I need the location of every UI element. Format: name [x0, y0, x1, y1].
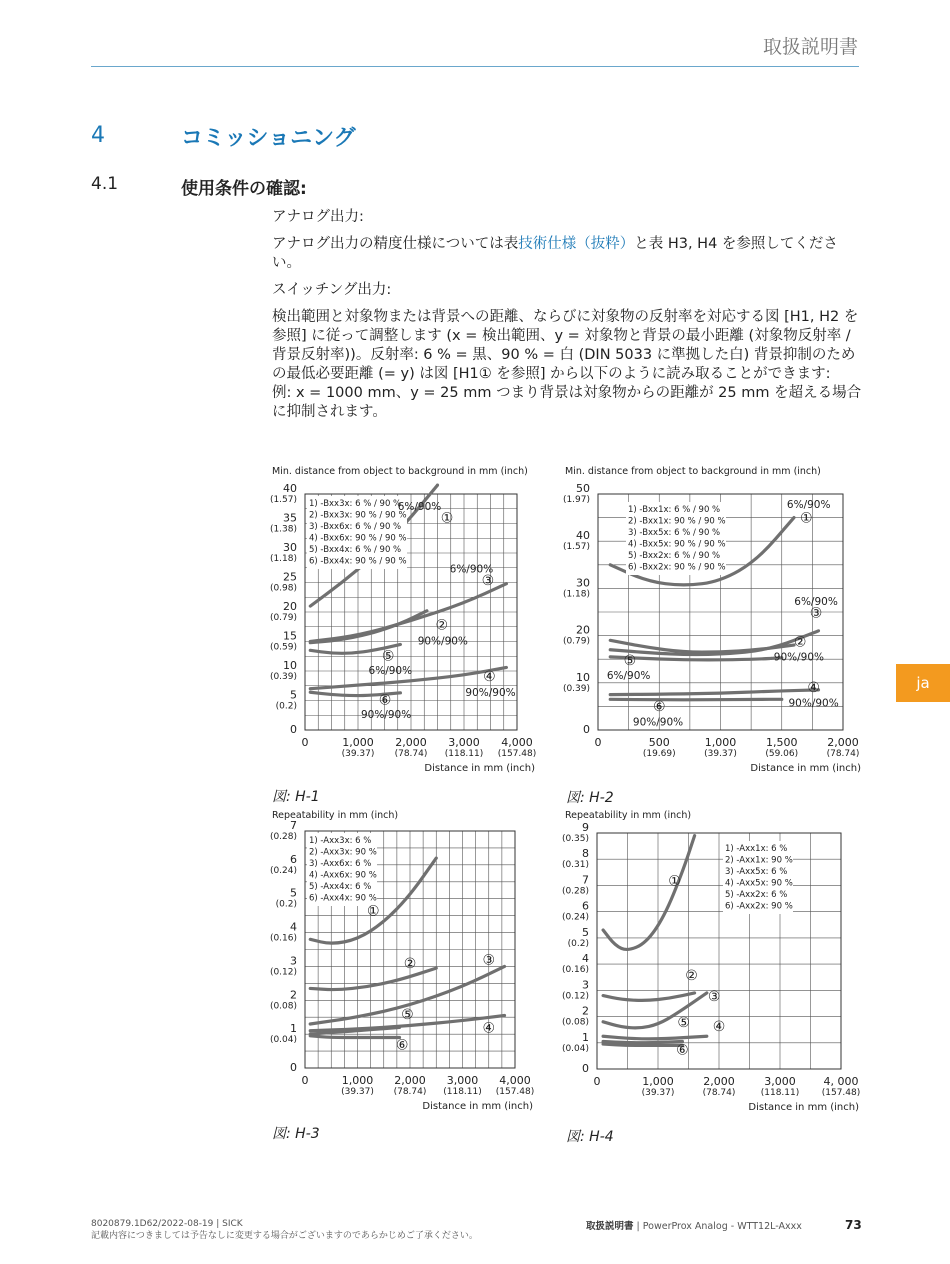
reflectance-label: 6%/90% — [794, 595, 838, 608]
footer-product-bold: 取扱説明書 — [586, 1221, 634, 1232]
y-axis-title: Repeatability in mm (inch) — [565, 810, 692, 821]
y-tick-sublabel: (0.35) — [561, 834, 589, 844]
subsection-title: 使用条件の確認: — [181, 179, 307, 199]
y-tick-label: 50 — [576, 482, 590, 495]
y-tick-sublabel: (1.18) — [562, 589, 590, 600]
reflectance-label: 90%/90% — [773, 651, 825, 664]
x-tick-label: 4,000 — [499, 1074, 531, 1087]
y-tick-sublabel: (0.2) — [275, 899, 297, 910]
curve-number-label: ⑥ — [378, 692, 392, 709]
x-tick-label: 1,000 — [342, 736, 374, 749]
curve-number-label: ④ — [712, 1018, 726, 1035]
y-tick-sublabel: (0.39) — [562, 683, 590, 694]
x-axis-title: Distance in mm (inch) — [748, 1102, 859, 1113]
series-line-2 — [603, 993, 695, 1000]
x-tick-label: 0 — [301, 736, 309, 749]
chart-h3 — [270, 806, 570, 1116]
y-axis-title: Min. distance from object to background in mm (inch) — [565, 466, 821, 477]
curve-number-label: ⑤ — [401, 1006, 414, 1023]
legend — [307, 496, 407, 569]
x-tick-sublabel: (118.11) — [443, 1087, 482, 1097]
y-tick-sublabel: (0.59) — [269, 642, 297, 653]
x-tick-sublabel: (157.48) — [821, 1088, 861, 1098]
legend-entry: 4) -Bxx6x: 90 % / 90 % — [309, 533, 407, 544]
x-tick-label: 0 — [301, 1074, 309, 1087]
y-tick-label: 20 — [576, 623, 590, 637]
y-tick-sublabel: (0.08) — [561, 1017, 589, 1028]
legend-entry: 2) -Bxx1x: 90 % / 90 % — [628, 516, 726, 527]
chart-h4 — [563, 806, 863, 1116]
paragraph-analog-heading: アナログ出力: — [272, 209, 364, 225]
y-tick-label: 20 — [283, 600, 297, 613]
legend-entry: 3) -Axx5x: 6 % — [725, 867, 788, 877]
y-tick-sublabel: (0.24) — [269, 865, 297, 876]
paragraph-analog-post: と表 H3, H4 を参照してください。 — [272, 236, 838, 271]
footer-product-rest: | PowerProx Analog - WTT12L-Axxx — [633, 1221, 802, 1232]
y-tick-sublabel: (0.24) — [561, 912, 589, 923]
curve-number-label: ⑤ — [623, 652, 637, 669]
curve-number-label: ⑤ — [677, 1015, 690, 1032]
section-title: コミッショニング — [181, 126, 356, 151]
x-tick-sublabel: (39.37) — [641, 1088, 675, 1098]
x-tick-sublabel: (39.37) — [704, 749, 737, 759]
y-tick-label: 30 — [576, 576, 590, 590]
legend-entry: 2) -Axx1x: 90 % — [725, 855, 793, 866]
series-line-6 — [603, 1044, 682, 1045]
legend-entry: 3) -Bxx5x: 6 % / 90 % — [628, 528, 721, 538]
reflectance-label: 6%/90% — [368, 664, 413, 677]
paragraph-analog — [272, 235, 862, 273]
curve-number-label: ④ — [483, 669, 496, 686]
legend-entry: 6) -Axx4x: 90 % — [309, 893, 377, 904]
legend-entry: 4) -Axx5x: 90 % — [725, 878, 793, 889]
y-tick-label: 2 — [582, 1004, 589, 1018]
x-tick-label: 4, 000 — [823, 1075, 859, 1088]
y-tick-label: 7 — [582, 873, 589, 887]
chart-svg-H-1 — [270, 462, 570, 772]
curve-number-label: ⑥ — [395, 1037, 409, 1054]
curve-number-label: ③ — [809, 605, 823, 622]
caption-h4: 図: H-4 — [566, 1129, 614, 1145]
caption-h2: 図: H-2 — [566, 790, 614, 806]
curve-number-label: ① — [440, 510, 454, 527]
curve-number-label: ③ — [482, 952, 496, 969]
y-tick-label: 2 — [290, 988, 297, 1002]
y-tick-label: 1 — [582, 1030, 589, 1044]
y-tick-label: 5 — [290, 886, 297, 900]
x-tick-sublabel: (78.74) — [393, 1087, 427, 1097]
x-tick-label: 2,000 — [394, 1074, 426, 1087]
x-tick-label: 2,000 — [395, 736, 427, 749]
curve-number-label: ④ — [807, 680, 820, 697]
x-tick-label: 500 — [648, 736, 670, 749]
y-tick-label: 5 — [582, 925, 589, 939]
paragraph-switching: 検出範囲と対象物または背景への距離、ならびに対象物の反射率を対応する図 [H1, H2 を参照] に従って調整します (x = 検出範囲、y = 対象物と背景の最小距離 (対象物反射率 / 背景反射率))。反射率: 6 % = 黒、90 % = 白 (DIN 5033 に準拠した白) 背景抑制のための最低必要距離 (= y) は図 [H1① を参照] から以下のように読み取ることができます: — [272, 309, 859, 382]
reflectance-label: 6%/90% — [606, 670, 651, 683]
x-tick-label: 3,000 — [764, 1075, 796, 1088]
y-axis-title: Min. distance from object to background in mm (inch) — [272, 466, 528, 477]
legend-entry: 6) -Axx2x: 90 % — [725, 901, 793, 912]
y-tick-sublabel: (0.79) — [269, 613, 297, 623]
y-tick-label: 15 — [283, 629, 297, 643]
legend-entry: 1) -Axx1x: 6 % — [725, 844, 788, 854]
curve-number-label: ③ — [707, 988, 721, 1005]
legend-entry: 1) -Bxx1x: 6 % / 90 % — [628, 505, 721, 515]
curve-number-label: ③ — [481, 572, 495, 589]
y-tick-label: 3 — [290, 954, 297, 968]
y-tick-label: 1 — [290, 1022, 297, 1036]
series-line-1 — [603, 836, 695, 950]
y-tick-label: 3 — [582, 978, 589, 992]
y-tick-sublabel: (0.12) — [561, 991, 589, 1002]
legend-entry: 3) -Axx6x: 6 % — [309, 859, 372, 869]
y-tick-sublabel: (0.04) — [269, 1035, 297, 1046]
x-axis-title: Distance in mm (inch) — [750, 763, 861, 774]
x-tick-label: 2,000 — [703, 1075, 735, 1088]
caption-h3: 図: H-3 — [272, 1126, 320, 1142]
x-tick-label: 1,000 — [704, 736, 737, 749]
header-divider — [91, 66, 859, 67]
footer-left — [91, 1218, 478, 1242]
y-tick-sublabel: (1.57) — [562, 542, 590, 553]
caption-h1: 図: H-1 — [272, 789, 320, 805]
curve-number-label: ② — [685, 967, 698, 984]
reflectance-label: 90%/90% — [465, 686, 516, 699]
y-tick-sublabel: (0.2) — [567, 938, 589, 949]
curve-number-label: ① — [799, 510, 813, 527]
x-tick-sublabel: (78.74) — [826, 749, 860, 759]
legend-entry: 1) -Axx3x: 6 % — [309, 836, 372, 846]
x-tick-label: 3,000 — [446, 1074, 479, 1087]
footer-notice: 記載内容につきましては予告なしに変更する場合がございますのであらかじめご了承ください。 — [91, 1231, 478, 1241]
x-tick-sublabel: (59.06) — [765, 749, 799, 759]
x-tick-label: 4,000 — [501, 736, 533, 749]
x-tick-label: 1,000 — [642, 1075, 674, 1088]
footer-product — [586, 1218, 802, 1232]
legend-entry: 4) -Bxx5x: 90 % / 90 % — [628, 539, 726, 550]
legend-entry: 1) -Bxx3x: 6 % / 90 % — [309, 499, 402, 509]
series-line-4 — [603, 1036, 707, 1039]
y-tick-label: 10 — [576, 670, 590, 684]
x-tick-sublabel: (78.74) — [394, 749, 428, 759]
y-tick-label: 0 — [290, 1061, 297, 1074]
y-tick-sublabel: (0.08) — [269, 1001, 297, 1012]
legend-entry: 5) -Axx2x: 6 % — [725, 890, 788, 900]
legend-entry: 4) -Axx6x: 90 % — [309, 870, 377, 881]
y-tick-label: 0 — [290, 723, 297, 736]
series-line-5 — [603, 1041, 682, 1042]
y-tick-sublabel: (0.39) — [269, 672, 297, 682]
y-tick-sublabel: (1.57) — [269, 495, 297, 505]
y-tick-label: 25 — [283, 570, 297, 584]
legend-entry: 5) -Axx4x: 6 % — [309, 882, 372, 892]
y-tick-sublabel: (0.98) — [269, 583, 297, 594]
y-tick-sublabel: (0.2) — [275, 701, 297, 712]
y-tick-label: 40 — [576, 529, 590, 543]
chart-svg-H-3 — [270, 806, 570, 1116]
legend — [723, 841, 793, 914]
y-tick-sublabel: (0.79) — [562, 636, 590, 647]
legend-entry: 3) -Bxx6x: 6 % / 90 % — [309, 522, 402, 532]
y-tick-label: 10 — [283, 659, 297, 672]
x-axis-title: Distance in mm (inch) — [424, 763, 535, 774]
tech-spec-link[interactable]: 技術仕様（抜粋） — [518, 236, 635, 252]
x-axis-title: Distance in mm (inch) — [422, 1101, 533, 1112]
curve-number-label: ① — [668, 873, 681, 890]
curve-number-label: ② — [435, 617, 449, 634]
reflectance-label: 6%/90% — [786, 499, 831, 512]
footer-doc-id: 8020879.1D62/2022-08-19 | SICK — [91, 1219, 243, 1229]
y-tick-label: 4 — [582, 952, 589, 966]
y-tick-sublabel: (0.16) — [561, 965, 589, 976]
y-tick-label: 5 — [290, 688, 297, 702]
y-tick-label: 4 — [290, 920, 297, 934]
series-line-6 — [310, 1036, 399, 1038]
y-tick-label: 40 — [283, 482, 297, 495]
x-tick-sublabel: (157.48) — [495, 1087, 535, 1097]
x-tick-sublabel: (39.37) — [341, 1087, 374, 1097]
y-tick-label: 8 — [582, 847, 589, 861]
section-number: 4 — [91, 123, 105, 148]
curve-number-label: ⑥ — [676, 1042, 689, 1059]
x-tick-sublabel: (157.48) — [497, 749, 537, 759]
y-tick-label: 6 — [582, 899, 589, 913]
reflectance-label: 90%/90% — [788, 697, 839, 710]
x-tick-label: 1,000 — [341, 1074, 374, 1087]
legend-entry: 5) -Bxx4x: 6 % / 90 % — [309, 545, 402, 555]
y-tick-sublabel: (1.97) — [562, 495, 590, 505]
y-tick-sublabel: (1.38) — [269, 524, 297, 535]
x-tick-sublabel: (19.69) — [642, 749, 676, 759]
y-tick-label: 9 — [582, 821, 589, 834]
legend — [626, 502, 726, 575]
y-tick-sublabel: (0.12) — [269, 967, 297, 978]
reflectance-label: 6%/90% — [397, 500, 442, 513]
series-line-2 — [310, 968, 436, 989]
curve-number-label: ② — [403, 956, 417, 973]
curve-number-label: ⑥ — [652, 699, 666, 716]
reflectance-label: 6%/90% — [449, 563, 494, 576]
paragraph-example: 例: x = 1000 mm、y = 25 mm つまり背景は対象物からの距離が 25 mm を超える場合に抑制されます。 — [272, 385, 862, 420]
y-tick-label: 6 — [290, 852, 297, 866]
curve-number-label: ⑤ — [381, 648, 395, 665]
curve-number-label: ④ — [482, 1020, 496, 1037]
paragraph-analog-pre: アナログ出力の精度仕様については表 — [272, 236, 519, 252]
x-tick-label: 3,000 — [448, 736, 480, 749]
page-number: 73 — [845, 1218, 862, 1232]
legend-entry: 2) -Bxx3x: 90 % / 90 % — [309, 510, 407, 521]
y-tick-sublabel: (1.18) — [269, 554, 297, 564]
legend-entry: 6) -Bxx4x: 90 % / 90 % — [309, 556, 407, 567]
body-text — [272, 208, 862, 430]
language-tab[interactable]: ja — [896, 664, 950, 702]
x-tick-label: 0 — [594, 736, 602, 749]
y-tick-label: 0 — [582, 1062, 589, 1075]
legend-entry: 5) -Bxx2x: 6 % / 90 % — [628, 551, 721, 561]
reflectance-label: 90%/90% — [632, 716, 684, 729]
reflectance-label: 90%/90% — [417, 635, 468, 648]
y-axis-title: Repeatability in mm (inch) — [272, 810, 399, 821]
legend — [307, 833, 377, 906]
y-tick-sublabel: (0.31) — [561, 860, 589, 871]
y-tick-sublabel: (0.16) — [269, 933, 297, 944]
x-tick-sublabel: (78.74) — [702, 1088, 736, 1098]
header-title: 取扱説明書 — [762, 36, 858, 58]
x-tick-sublabel: (118.11) — [444, 749, 484, 759]
reflectance-label: 90%/90% — [360, 709, 412, 722]
x-tick-label: 0 — [593, 1075, 601, 1088]
curve-number-label: ② — [793, 634, 807, 651]
x-tick-label: 1,500 — [766, 736, 798, 749]
chart-h1 — [270, 462, 570, 772]
chart-h2 — [563, 462, 863, 777]
y-tick-label: 7 — [290, 819, 297, 832]
y-tick-sublabel: (0.28) — [269, 832, 297, 842]
y-tick-label: 0 — [583, 723, 590, 736]
x-tick-label: 2,000 — [827, 736, 859, 749]
curve-number-label: ① — [366, 903, 380, 920]
x-tick-sublabel: (118.11) — [760, 1088, 800, 1098]
y-tick-sublabel: (0.04) — [561, 1043, 589, 1054]
y-tick-label: 30 — [283, 541, 297, 554]
legend-entry: 2) -Axx3x: 90 % — [309, 847, 377, 858]
paragraph-switching-heading: スイッチング出力: — [272, 282, 392, 298]
x-tick-sublabel: (39.37) — [341, 749, 375, 759]
chart-svg-H-4 — [563, 806, 863, 1116]
legend-entry: 6) -Bxx2x: 90 % / 90 % — [628, 562, 726, 573]
chart-svg-H-2 — [563, 462, 863, 777]
y-tick-label: 35 — [283, 511, 297, 525]
series-line-4 — [610, 690, 818, 695]
subsection-number: 4.1 — [91, 174, 119, 194]
y-tick-sublabel: (0.28) — [561, 886, 589, 897]
